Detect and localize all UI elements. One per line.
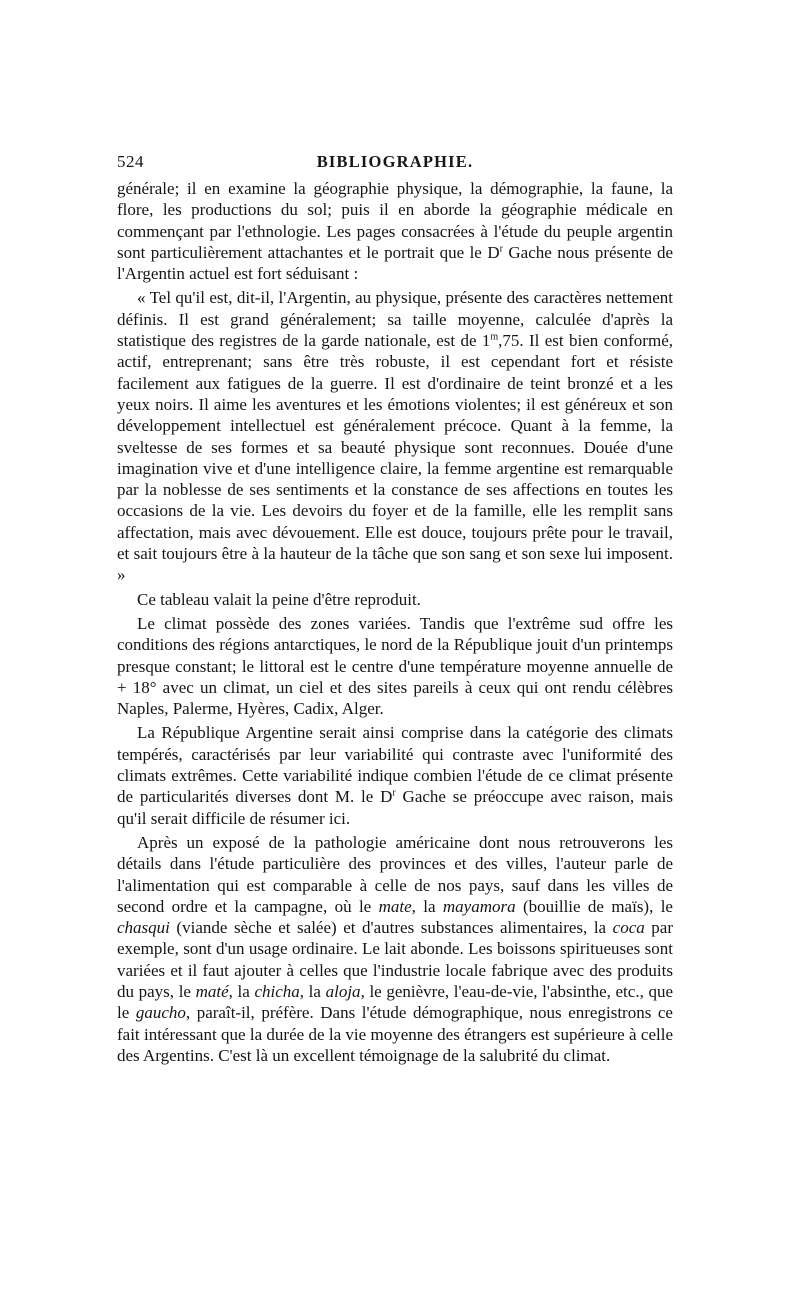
text-run: (bouillie de maïs), le [515,896,673,916]
italic-term: mayamora [442,896,516,916]
page-header [117,152,673,178]
paragraph [117,613,673,719]
text-run: par exemple, sont d'un usage ordinaire. Le lait abonde. Les boissons spiritueuses sont variées et il faut ajouter à celles que l'industrie locale fabrique avec des produits du pays, le [117,918,673,1001]
text-run: Ce tableau valait la peine d'être reproduit. [137,589,421,609]
book-page [117,152,673,1066]
paragraph [117,589,673,610]
italic-term: aloja [325,981,361,1001]
italic-term: gaucho [135,1003,186,1023]
page-number: 524 [117,152,144,171]
superscript: m [490,331,499,343]
italic-term: maté [195,981,229,1001]
text-run: , la [228,981,255,1001]
text-run: Gache nous présente de l'Argentin actuel est fort séduisant : [117,242,673,284]
text-run: , la [411,896,443,916]
body-text [117,178,673,1066]
italic-term: mate [378,896,412,916]
italic-term: chicha [254,981,300,1001]
paragraph [117,832,673,1066]
text-run: générale; il en examine la géographie physique, la démographie, la faune, la flore, les productions du sol; puis il en aborde la géographie médicale en commençant par l'ethnologie. Les pages consacrées à l'étude du peuple argentin sont particulièrement attachantes et le portrait que le D [117,179,673,262]
superscript: r [499,243,503,255]
text-run: Gache se préoccupe avec raison, mais qu'il serait difficile de résumer ici. [117,787,673,828]
italic-term: chasqui [117,918,170,938]
text-run: , paraît-il, préfère. Dans l'étude démographique, nous enregistrons ce fait intéressant que la durée de la vie moyenne des étrangers est supérieure à celle des Argentins. C'est là un excellent témoignage de la salubrité du climat. [117,1003,673,1065]
text-run: La République Argentine serait ainsi comprise dans la catégorie des climats tempérés, caractérisés par leur variabilité qui contraste avec l'uniformité des climats extrêmes. Cette variabilité indique combien l'étude de ce climat présente de particularités diverses dont M. le D [117,723,673,807]
paragraph [117,722,673,828]
text-run: Le climat possède des zones variées. Tandis que l'extrême sud offre les conditions des régions antarctiques, le nord de la République jouit d'un printemps presque constant; le littoral est le centre d'une température moyenne annuelle de + 18° avec un climat, un ciel et des sites pareils à ceux qui ont rendu célèbres Naples, Palerme, Hyères, Cadix, Alger. [117,613,673,719]
text-run: (viande sèche et salée) et d'autres substances alimentaires, la [169,918,613,938]
text-run: Après un exposé de la pathologie américaine dont nous retrouverons les détails dans l'étude particulière des provinces et des villes, l'auteur parle de l'alimentation qui est comparable à celle de nos pays, sauf dans les villes de second ordre et la campagne, où le [117,832,673,916]
text-run: « Tel qu'il est, dit-il, l'Argentin, au physique, présente des caractères nettement définis. Il est grand généralement; sa taille moyenne, calculée d'après la statistique des registres de la garde nationale, est de 1 [117,288,673,351]
paragraph [117,178,673,284]
italic-term: coca [612,918,645,938]
text-run: , la [299,981,326,1001]
paragraph [117,287,673,585]
running-title: BIBLIOGRAPHIE. [316,152,474,171]
text-run: , le genièvre, l'eau-de-vie, l'absinthe, etc., que le [117,981,673,1023]
text-run: ,75. Il est bien conformé, actif, entreprenant; sans être très robuste, il est cependant fort et résiste facilement aux fatigues de la guerre. Il est d'ordinaire de teint bronzé et a les yeux noirs. Il aime les aventures et les émotions violentes; il est généreux et son développement intellectuel est généralement précoce. Quant à la femme, la sveltesse de ses formes et sa beauté physique sont reconnues. Douée d'une imagination vive et d'une intelligence claire, la femme argentine est remarquable par la noblesse de ses sentiments et la constance de ses affections en toutes les occasions de la vie. Les devoirs du foyer et de la famille, elle les remplit sans affectation, mais avec dévouement. Elle est douce, toujours prête pour le travail, et sait toujours être à la hauteur de la tâche que son sang et son sexe lui imposent. » [117,331,673,585]
superscript: r [392,787,396,799]
